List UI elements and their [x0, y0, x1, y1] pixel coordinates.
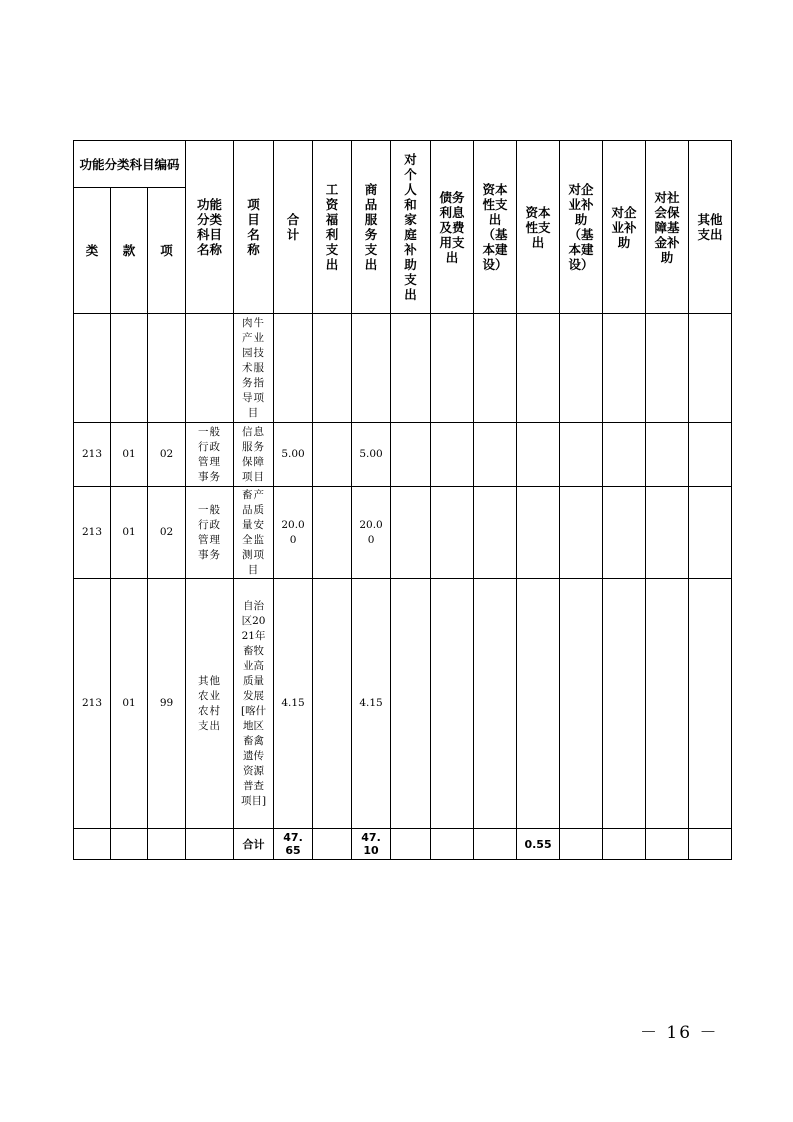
cell-goods: 4.15 [352, 579, 391, 829]
cell-total: 4.15 [274, 579, 313, 829]
header-enterprise: 对企业补助 [603, 141, 646, 314]
cell-capital-basic [474, 314, 517, 423]
cell-item-name: 信息服务保障项目 [234, 423, 274, 487]
cell-enterprise-basic [560, 423, 603, 487]
cell-other [689, 314, 732, 423]
cell-social [646, 579, 689, 829]
header-kuan: 款 [111, 188, 148, 314]
header-row-1 [74, 141, 732, 188]
cell-func-name [186, 829, 234, 860]
cell-other [689, 829, 732, 860]
cell-item-name: 自治区2021年畜牧业高质量发展[喀什地区畜禽遗传资源普查项目] [234, 579, 274, 829]
cell-wage [313, 829, 352, 860]
header-item-name: 项目名称 [234, 141, 274, 314]
cell-debt [431, 829, 474, 860]
cell-xiang [148, 314, 186, 423]
cell-capital [517, 423, 560, 487]
cell-kuan: 01 [111, 423, 148, 487]
cell-debt [431, 487, 474, 579]
header-capital: 资本性支出 [517, 141, 560, 314]
cell-capital-basic [474, 423, 517, 487]
cell-kuan [111, 829, 148, 860]
cell-personal [391, 314, 431, 423]
cell-other [689, 579, 732, 829]
table-row [74, 487, 732, 579]
cell-goods [352, 314, 391, 423]
cell-func-name: 其他农业农村支出 [186, 579, 234, 829]
cell-wage [313, 314, 352, 423]
cell-capital-basic [474, 487, 517, 579]
cell-wage [313, 423, 352, 487]
cell-social [646, 314, 689, 423]
total-label: 合计 [234, 829, 274, 860]
header-capital-basic: 资本性支出（基本建设） [474, 141, 517, 314]
cell-kuan [111, 314, 148, 423]
cell-xiang [148, 829, 186, 860]
table-row [74, 423, 732, 487]
header-social: 对社会保障基金补助 [646, 141, 689, 314]
cell-capital-basic [474, 579, 517, 829]
cell-total: 5.00 [274, 423, 313, 487]
cell-goods: 5.00 [352, 423, 391, 487]
cell-func-name [186, 314, 234, 423]
header-wage: 工资福利支出 [313, 141, 352, 314]
cell-lei: 213 [74, 579, 111, 829]
total-sum: 47.65 [274, 829, 313, 860]
cell-enterprise-basic [560, 829, 603, 860]
cell-kuan: 01 [111, 579, 148, 829]
cell-other [689, 423, 732, 487]
cell-func-name: 一般行政管理事务 [186, 487, 234, 579]
cell-other [689, 487, 732, 579]
cell-wage [313, 579, 352, 829]
cell-lei [74, 314, 111, 423]
cell-social [646, 423, 689, 487]
cell-social [646, 829, 689, 860]
cell-lei: 213 [74, 487, 111, 579]
cell-enterprise [603, 314, 646, 423]
cell-enterprise [603, 487, 646, 579]
cell-goods: 20.00 [352, 487, 391, 579]
cell-item-name: 畜产品质量安全监测项目 [234, 487, 274, 579]
cell-debt [431, 423, 474, 487]
cell-total [274, 314, 313, 423]
header-func-code: 功能分类科目编码 [74, 141, 186, 188]
header-enterprise-basic: 对企业补助（基本建设） [560, 141, 603, 314]
cell-personal [391, 579, 431, 829]
header-goods: 商品服务支出 [352, 141, 391, 314]
cell-item-name: 肉牛产业园技术服务指导项目 [234, 314, 274, 423]
total-row [74, 829, 732, 860]
table-row [74, 314, 732, 423]
header-xiang: 项 [148, 188, 186, 314]
cell-personal [391, 423, 431, 487]
header-total: 合计 [274, 141, 313, 314]
header-lei: 类 [74, 188, 111, 314]
cell-capital [517, 314, 560, 423]
cell-xiang: 02 [148, 487, 186, 579]
table-row [74, 579, 732, 829]
cell-kuan: 01 [111, 487, 148, 579]
cell-capital-basic [474, 829, 517, 860]
header-func-name: 功能分类科目名称 [186, 141, 234, 314]
cell-social [646, 487, 689, 579]
cell-debt [431, 579, 474, 829]
cell-capital [517, 579, 560, 829]
header-personal: 对个人和家庭补助支出 [391, 141, 431, 314]
cell-xiang: 99 [148, 579, 186, 829]
header-other: 其他支出 [689, 141, 732, 314]
cell-func-name: 一般行政管理事务 [186, 423, 234, 487]
cell-enterprise-basic [560, 487, 603, 579]
cell-debt [431, 314, 474, 423]
cell-personal [391, 829, 431, 860]
page-number: － 16 － [640, 1023, 719, 1043]
cell-enterprise [603, 423, 646, 487]
cell-enterprise [603, 579, 646, 829]
cell-capital [517, 487, 560, 579]
cell-lei [74, 829, 111, 860]
header-debt: 债务利息及费用支出 [431, 141, 474, 314]
budget-table [73, 140, 732, 860]
cell-xiang: 02 [148, 423, 186, 487]
cell-personal [391, 487, 431, 579]
cell-enterprise-basic [560, 314, 603, 423]
total-goods: 47.10 [352, 829, 391, 860]
cell-wage [313, 487, 352, 579]
cell-enterprise [603, 829, 646, 860]
cell-enterprise-basic [560, 579, 603, 829]
cell-total: 20.00 [274, 487, 313, 579]
total-capital: 0.55 [517, 829, 560, 860]
cell-lei: 213 [74, 423, 111, 487]
